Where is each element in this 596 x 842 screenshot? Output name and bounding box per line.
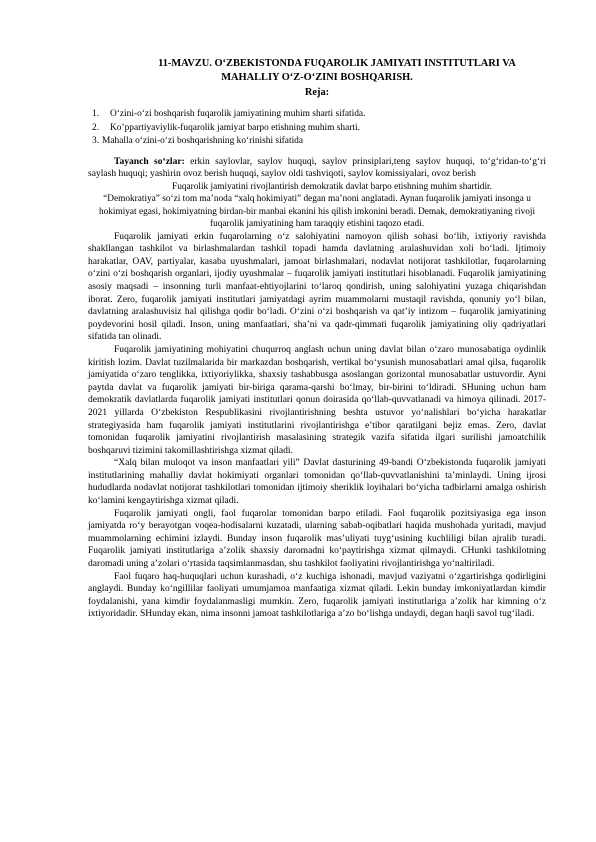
centered-paragraph: [88, 181, 546, 231]
body-paragraph-3: “Xalq bilan muloqot va inson manfaatlari yili” Davlat dasturining 49-bandi O‘zbekistonda fuqarolik jamiyati institutlarining mahalliy davlat hokimiyati organlari tomonidan qo‘llab-quvvatlanishini ta’minlaydi. Uning ijrosi hududlarda nodavlat notijorat tashkilotlari tomonidan ijtimoiy sheriklik loyihalari bo‘yicha tadbirlarni amalga oshirish ko‘lamini kengaytirishga xizmat qiladi.: [88, 457, 546, 507]
plan-item: [88, 135, 546, 149]
centered-first-line: Fuqarolik jamiyatini rivojlantirish demokratik davlat barpo etishning muhim shartidir.: [172, 181, 492, 192]
body-paragraph-5: Faol fuqaro haq-huquqlari uchun kurashadi, o‘z kuchiga ishonadi, mavjud vaziyatni o‘zgartirishga qodirligini anglaydi. Bunday ko‘ngillilar faoliyati umumjamoa manfaatiga xizmat qiladi. Lekin bunday imkoniyatlardan kimdir foydalanishi, yana kimdir foydalanmasligi mumkin. Zero, fuqarolik jamiyati institutlariga a’zolik har kimning o‘z ixtiyoridadir. SHunday ekan, nima insonni jamoat tashkilotlariga a’zo bo‘lishga undaydi, degan haqli savol tug‘iladi.: [88, 570, 546, 620]
plan-item-number: 2.: [92, 122, 100, 133]
body-paragraph-2: Fuqarolik jamiyatining mohiyatini chuqurroq anglash uchun uning davlat bilan o‘zaro munosabatiga oydinlik kiritish lozim. Davlat tuzilmalarida bir markazdan boshqarish, vertikal bo‘ysunish munosabatlari amal qilsa, fuqarolik jamiyatida o‘zaro tenglikka, ixtiyoriylikka, shaxsiy tashabbusga asoslangan gorizontal munosabatlar ustuvordir. Ayni paytda davlat va fuqarolik jamiyati bir-biriga qarama-qarshi bo‘lmay, bir-birini to‘ldiradi. SHuning uchun ham demokratik davlatlarda fuqarolik jamiyati institutlari qonun doirasida qo‘llab-quvvatlanadi va himoya qilinadi. 2017-2021 yillarda O‘zbekiston Respublikasini rivojlantirishning beshta ustuvor yo‘nalishlari bo‘yicha harakatlar strategiyasida ham fuqarolik jamiyati institutlarini rivojlantirishga e’tibor qaratilgani bejiz emas. Zero, davlat tomonidan fuqarolik jamiyatini rivojlantirish masalasining strategik vazifa sifatida ilgari surilishi jamoatchilik boshqaruvi tizimini takomillashtirishga xizmat qiladi.: [88, 343, 546, 456]
title-line-1: 11-MAVZU. O‘ZBEKISTONDA FUQAROLIK JAMIYATI INSTITUTLARI VA: [158, 58, 516, 69]
plan-item-text: O‘zini-o‘zi boshqarish fuqarolik jamiyatining muhim sharti sifatida.: [110, 109, 366, 119]
plan-heading: Reja:: [304, 87, 330, 98]
keywords-label: Tayanch so‘zlar:: [114, 155, 185, 167]
plan-list: [88, 108, 546, 149]
plan-item-text: Mahalla o‘zini-o‘zi boshqarishning ko‘rinishi sifatida: [102, 136, 304, 147]
body-paragraph-1: Fuqarolik jamiyati erkin fuqarolarning o‘z salohiyatini namoyon qilish sohasi bo‘lib, ixtiyoriy ravishda shakllangan tashkilot va birlashmalardan tashkil topadi hamda davlatning aralashuvidan xoli bo‘ladi. Ijtimoiy harakatlar, OAV, partiyalar, kasaba uyushmalari, jamoat birlashmalari, nodavlat notijorat tashkilotlar, fuqarolarning o‘zini o‘zi boshqarish organlari, ijodiy uyushmalar – fuqarolik jamiyati institutlari hisoblanadi. Fuqarolik jamiyatining asosiy maqsadi – insonning turli manfaat-ehtiyojlarini to‘laroq qondirish, uning salohiyatini yuzaga chiqarishdan iborat. Zero, fuqarolik jamiyati institutlari jamiyatdagi ayrim muammolarni mustaqil ravishda, qonuniy yo‘l bilan, davlatning aralashuvisiz hal qilishga qodir bo‘ladi. O‘zini o‘zi boshqarish va qat’iy intizom – fuqarolik jamiyatining poydevorini hosil qiladi. Inson, uning manfaatlari, sha’ni va qadr-qimmati fuqarolik jamiyatining oliy qadriyatlari sifatida tan olinadi.: [88, 230, 546, 343]
title-line-2: MAHALLIY O‘Z-O‘ZINI BOSHQARISH.: [221, 72, 413, 83]
plan-item-number: 3.: [92, 136, 100, 147]
centered-rest: “Demokratiya” so‘zi tom ma’noda “xalq hokimiyati” degan ma’noni anglatadi. Aynan fuqarolik jamiyati insonga u hokimiyat egasi, hokimiyatning birdan-bir manbai ekanini his qilish imkonini beradi. Demak, demokratiyaning rivoji fuqarolik jamiyatining ham taraqqiy etishini taqozo etadi.: [98, 194, 536, 230]
body-paragraph-4: Fuqarolik jamiyati ongli, faol fuqarolar tomonidan barpo etiladi. Faol fuqarolik pozitsiyasiga ega inson jamiyatda ro‘y berayotgan voqea-hodisalarni kuzatadi, ularning sabab-oqibatlari haqida mushohada yuritadi, mavjud muammolarning echimini izlaydi. Bunday inson fuqarolik mas’uliyati tuyg‘usining kuchliligi bilan ajralib turadi. Fuqarolik jamiyati institutlariga a’zolik shaxsiy daromadni ko‘paytirishga xizmat qilmaydi. CHunki tashkilotning daromadi uning a’zolari o‘rtasida taqsimlanmasdan, shu tashkilot faoliyatini rivojlantirishga yo‘naltiriladi.: [88, 507, 546, 570]
keywords-paragraph: [88, 156, 546, 181]
document-title: [88, 57, 546, 85]
plan-item: [88, 122, 546, 136]
plan-item-number: 1.: [92, 109, 100, 119]
keywords-text: erkin saylovlar, saylov huquqi, saylov prinsiplari,teng saylov huquqi, to‘g‘ridan-to‘g‘ri saylash huquqi; yashirin ovoz berish huquqi, saylov oldi tashviqoti, saylov komissiyalari, ovoz berish: [88, 155, 546, 180]
plan-item: [88, 108, 546, 122]
plan-item-text: Ko’ppartiyaviylik-fuqarolik jamiyat barpo etishning muhim sharti.: [110, 122, 360, 133]
